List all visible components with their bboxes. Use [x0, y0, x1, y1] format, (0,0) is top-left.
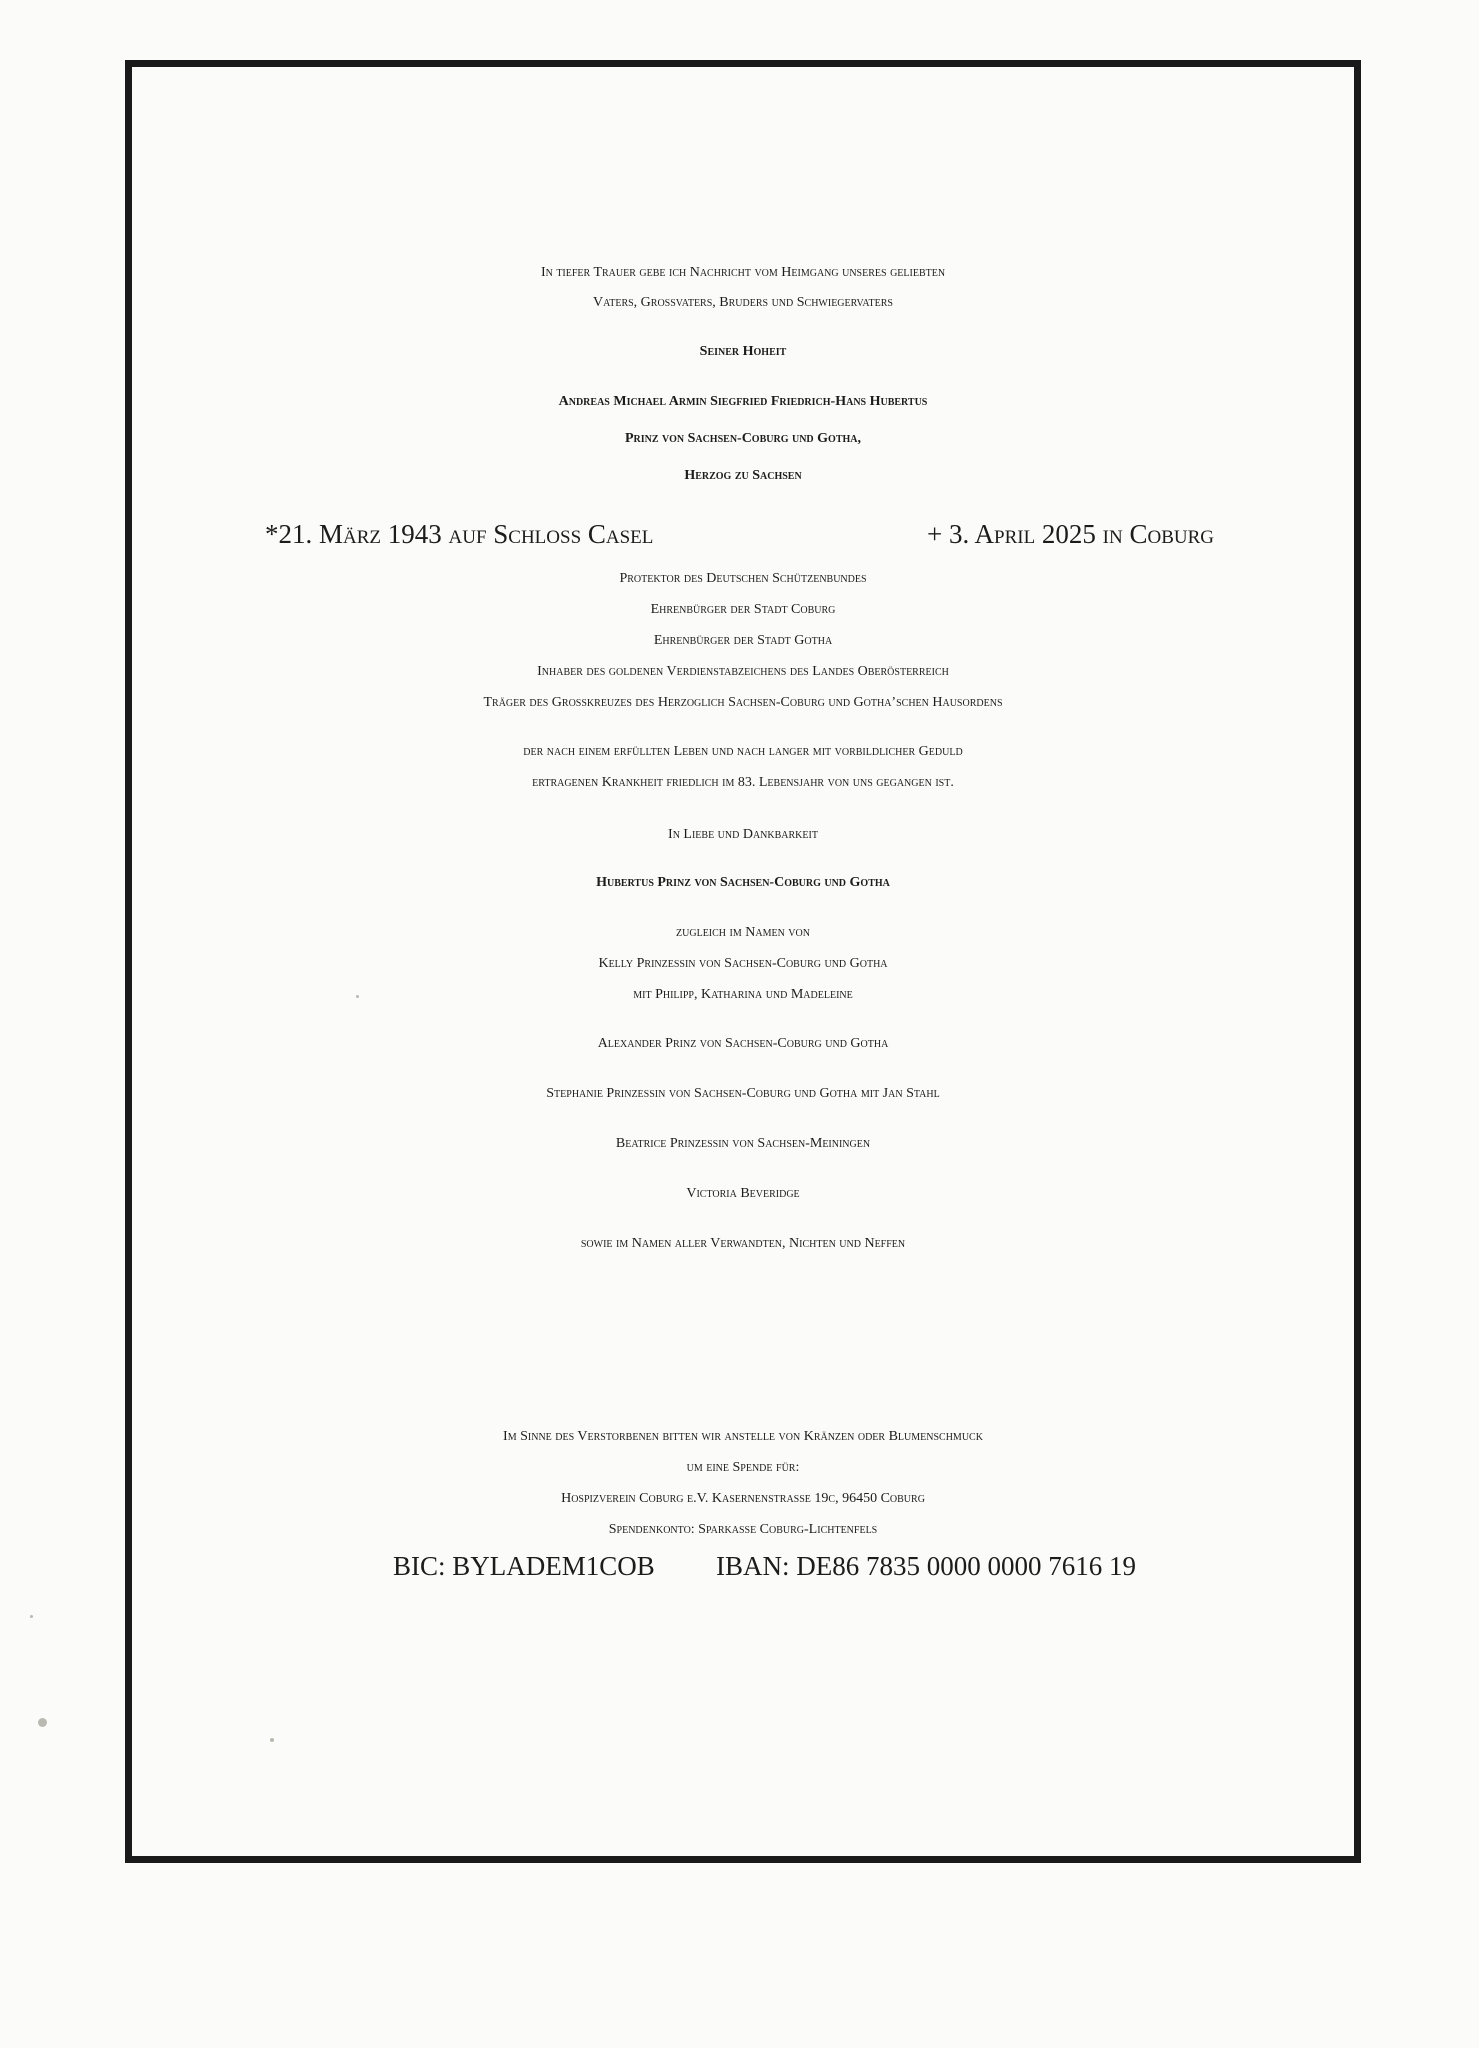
death-date: + 3. April 2025 in Coburg — [927, 519, 1214, 549]
birth-date: *21. März 1943 auf Schloss Casel — [265, 519, 654, 549]
passing-line-2: ertragenen Krankheit friedlich im 83. Lebensjahr von uns gegangen ist. — [532, 775, 954, 790]
intro-line-1: In tiefer Trauer gebe ich Nachricht vom Heimgang unseres geliebten — [540, 265, 946, 280]
deceased-ducal-title: Herzog zu Sachsen — [684, 468, 802, 483]
mourner-line: Alexander Prinz von Sachsen-Coburg und Gotha — [597, 1036, 889, 1051]
honor-line: Ehrenbürger der Stadt Gotha — [653, 633, 833, 648]
donation-line: Hospizverein Coburg e.V. Kasernenstraße 19c, 96450 Coburg — [561, 1491, 925, 1506]
mourner-line: Victoria Beveridge — [686, 1186, 800, 1201]
mourner-line: Beatrice Prinzessin von Sachsen-Meiningen — [615, 1136, 871, 1151]
intro-line-2: Vaters, Großvaters, Bruders und Schwiegervaters — [593, 295, 893, 310]
deceased-full-name: Andreas Michael Armin Siegfried Friedrich-Hans Hubertus — [558, 394, 928, 409]
on-behalf-line: mit Philipp, Katharina und Madeleine — [633, 987, 853, 1002]
deceased-title: Prinz von Sachsen-Coburg und Gotha, — [625, 431, 861, 446]
closing-phrase: In Liebe und Dankbarkeit — [668, 827, 818, 842]
donation-line: um eine Spende für: — [686, 1460, 800, 1475]
mourner-line: sowie im Namen aller Verwandten, Nichten und Neffen — [580, 1236, 906, 1251]
honor-line: Inhaber des goldenen Verdienstabzeichens des Landes Oberösterreich — [537, 664, 949, 679]
honor-line: Ehrenbürger der Stadt Coburg — [650, 602, 836, 617]
bank-bic: BIC: BYLADEM1COB — [393, 1551, 655, 1581]
donation-line: Spendenkonto: Sparkasse Coburg-Lichtenfels — [608, 1522, 878, 1537]
scan-speck — [30, 1615, 33, 1618]
honor-line: Träger des Großkreuzes des Herzoglich Sachsen-Coburg und Gotha’schen Hausordens — [483, 695, 1003, 710]
scan-speck — [38, 1718, 47, 1727]
signatory: Hubertus Prinz von Sachsen-Coburg und Gotha — [596, 875, 890, 890]
honor-line: Protektor des Deutschen Schützenbundes — [619, 571, 867, 586]
honorific: Seiner Hoheit — [699, 344, 787, 359]
on-behalf-line: zugleich im Namen von — [676, 925, 810, 940]
mourner-line: Stephanie Prinzessin von Sachsen-Coburg und Gotha mit Jan Stahl — [546, 1086, 940, 1101]
passing-line-1: der nach einem erfüllten Leben und nach langer mit vorbildlicher Geduld — [523, 744, 963, 759]
on-behalf-line: Kelly Prinzessin von Sachsen-Coburg und Gotha — [598, 956, 888, 971]
scan-speck — [356, 995, 359, 998]
donation-line: Im Sinne des Verstorbenen bitten wir anstelle von Kränzen oder Blumenschmuck — [503, 1429, 983, 1444]
bank-iban: IBAN: DE86 7835 0000 0000 7616 19 — [716, 1551, 1136, 1581]
scan-speck — [270, 1738, 274, 1742]
